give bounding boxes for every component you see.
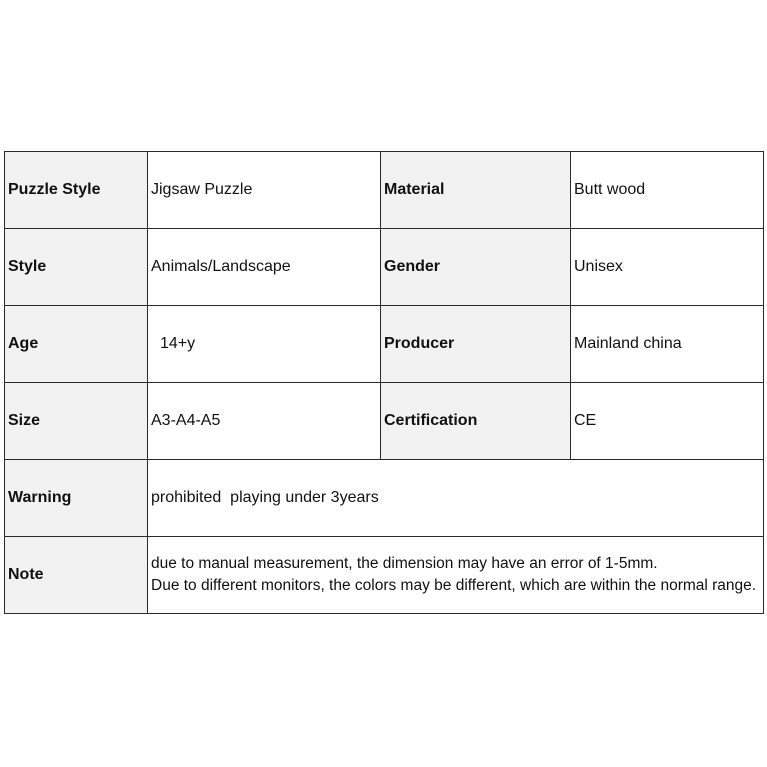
note-label: Note bbox=[5, 537, 148, 614]
table-row bbox=[5, 229, 764, 306]
puzzle-style-label: Puzzle Style bbox=[5, 152, 148, 229]
gender-value: Unisex bbox=[571, 229, 764, 306]
material-value: Butt wood bbox=[571, 152, 764, 229]
producer-label: Producer bbox=[381, 306, 571, 383]
certification-label: Certification bbox=[381, 383, 571, 460]
gender-label: Gender bbox=[381, 229, 571, 306]
size-value: A3-A4-A5 bbox=[148, 383, 381, 460]
table-row bbox=[5, 383, 764, 460]
spec-table bbox=[4, 151, 764, 614]
age-value: 14+y bbox=[148, 306, 381, 383]
style-value: Animals/Landscape bbox=[148, 229, 381, 306]
warning-value: prohibited playing under 3years bbox=[148, 460, 764, 537]
age-label: Age bbox=[5, 306, 148, 383]
note-line-2: Due to different monitors, the colors may be different, which are within the normal range. bbox=[151, 577, 757, 594]
table-row bbox=[5, 152, 764, 229]
note-value bbox=[148, 537, 764, 614]
certification-value: CE bbox=[571, 383, 764, 460]
size-label: Size bbox=[5, 383, 148, 460]
table-row bbox=[5, 306, 764, 383]
warning-label: Warning bbox=[5, 460, 148, 537]
note-line-1: due to manual measurement, the dimension may have an error of 1-5mm. bbox=[151, 555, 658, 572]
style-label: Style bbox=[5, 229, 148, 306]
table-row bbox=[5, 460, 764, 537]
table-row bbox=[5, 537, 764, 614]
puzzle-style-value: Jigsaw Puzzle bbox=[148, 152, 381, 229]
producer-value: Mainland china bbox=[571, 306, 764, 383]
material-label: Material bbox=[381, 152, 571, 229]
